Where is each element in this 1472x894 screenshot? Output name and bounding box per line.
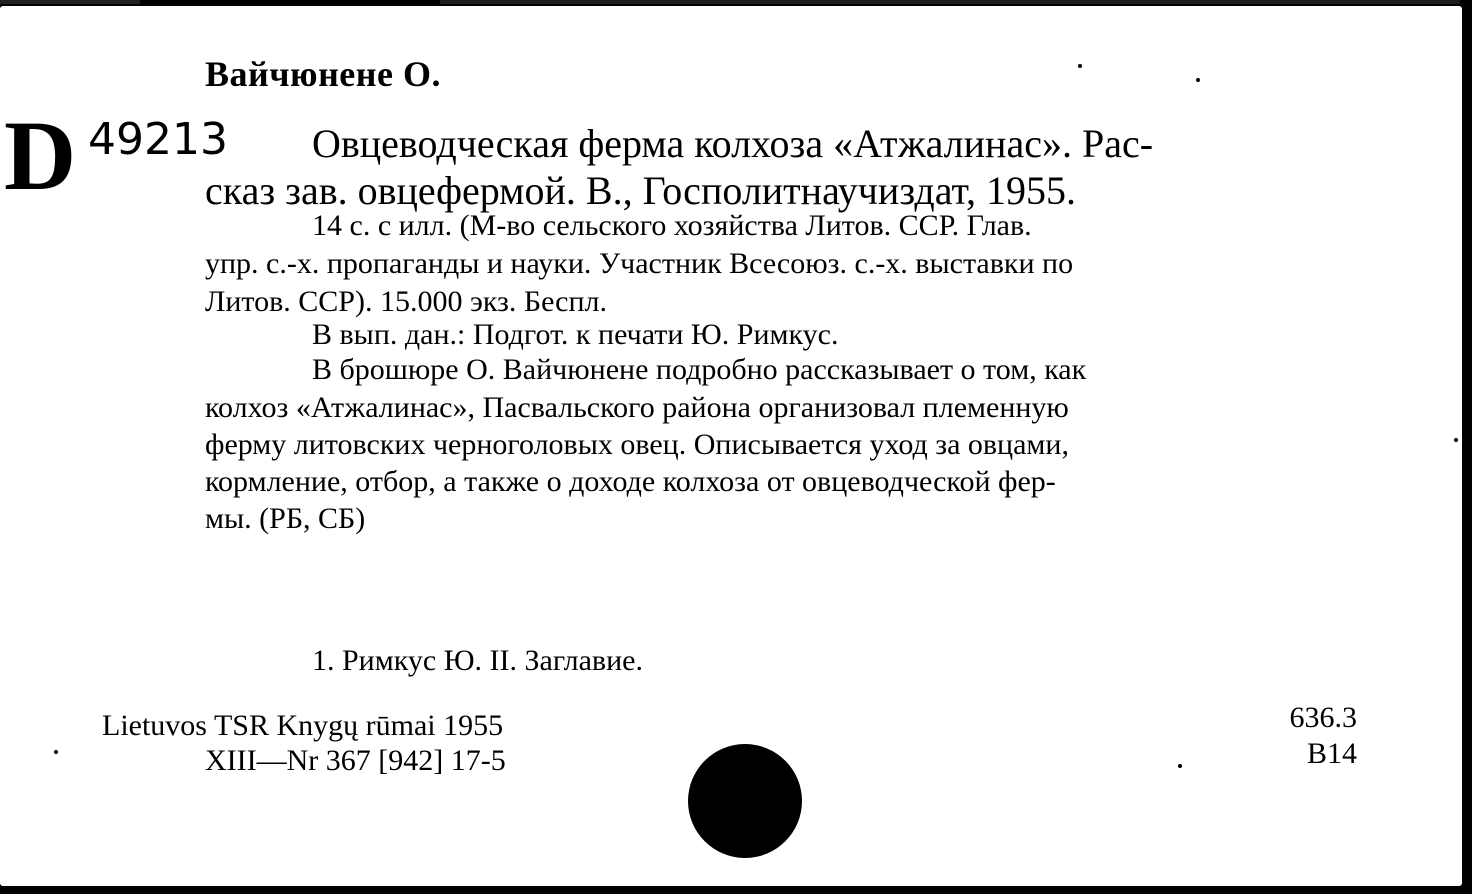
publisher-imprint: Lietuvos TSR Knygų rūmai 1955 (102, 709, 504, 742)
scan-edge-artifact (0, 0, 140, 4)
annotation-line: мы. (РБ, СБ) (205, 502, 366, 535)
punch-hole (688, 744, 802, 858)
handwritten-call-number: 49213 (88, 114, 228, 165)
description-line: 14 с. с илл. (М-во сельского хозяйства Литов. ССР. Глав. (312, 209, 1032, 242)
tracings: 1. Римкус Ю. II. Заглавие. (312, 644, 643, 677)
scan-edge-artifact (440, 0, 1460, 4)
annotation-line: колхоз «Атжалинас», Пасвальского района организовал племенную (205, 391, 1069, 424)
scan-edge-right (1462, 0, 1472, 894)
catalog-card (0, 6, 1462, 886)
annotation-line: кормление, отбор, а также о доходе колхоза от овцеводческой фер- (205, 465, 1056, 498)
description-line: В вып. дан.: Подгот. к печати Ю. Римкус. (312, 318, 839, 351)
author-mark: В14 (1306, 737, 1357, 770)
description-line: упр. с.-х. пропаганды и науки. Участник Всесоюз. с.-х. выставки по (205, 247, 1074, 280)
registry-number: XIII—Nr 367 [942] 17-5 (205, 744, 506, 777)
udc-classification: 636.3 (1289, 701, 1357, 734)
scan-speck (1196, 78, 1200, 82)
call-letter: D (4, 100, 77, 211)
annotation-line: В брошюре О. Вайчюнене подробно рассказывает о том, как (312, 353, 1087, 386)
title-line-1: Овцеводческая ферма колхоза «Атжалинас». Рас- (312, 121, 1154, 166)
author-heading: Вайчюнене О. (205, 54, 442, 94)
title-line-2: сказ зав. овцефермой. В., Госполитнаучиздат, 1955. (205, 168, 1076, 213)
scan-edge-bottom (0, 886, 1472, 894)
scan-speck (1078, 64, 1082, 68)
scan-speck (1454, 438, 1458, 442)
scan-speck (1178, 764, 1182, 768)
scan-speck (54, 750, 58, 754)
description-line: Литов. ССР). 15.000 экз. Беспл. (205, 285, 608, 318)
annotation-line: ферму литовских черноголовых овец. Описывается уход за овцами, (205, 428, 1069, 461)
